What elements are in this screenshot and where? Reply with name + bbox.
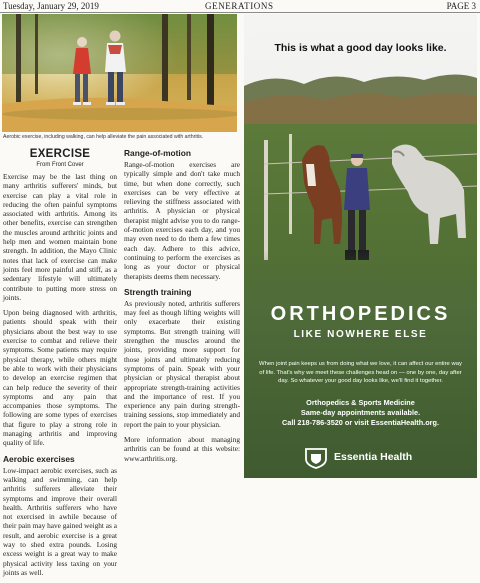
photo-caption: Aerobic exercise, including walking, can help alleviate the pain associated with arthritis. xyxy=(3,134,204,140)
ad-contact-line: Call 218-786-3520 or visit EssentiaHealth.org. xyxy=(282,418,439,427)
essentia-health-logo-icon xyxy=(304,447,328,469)
ad-headline: ORTHOPEDICS xyxy=(270,303,451,325)
strength-training-text: As previously noted, arthritis sufferers may feel as though lifting weights will only exacerbate their existing symptoms. But strength training will strengthen the muscles around the joints, providing more support for those joints and ultimately reducing symptoms of pain. Speak with your physician or physical therapist about appropriate strength-training activities and the importance of rest. If you experience any pain during strength-training sessions, stop immediately and report the pain to your physician. xyxy=(124,298,240,429)
article-paragraph: Exercise may be the last thing on many arthritis sufferers' minds, but exercise can play a vital role in reducing the often painful symptoms associated with arthritis. Among its other benefits, exercise can strengthen the muscles around arthritic joints and help men and women maintain bone strength. In addition, the Mayo Clinic notes that lack of exercise can make joints feel more painful and stiff, as a sedentary lifestyle will ultimately contribute to putting more stress on joints. xyxy=(3,172,117,302)
article-column-left xyxy=(3,148,117,583)
ad-appointments-line: Same-day appointments available. xyxy=(300,408,421,417)
essentia-health-ad xyxy=(244,14,477,478)
ad-call-to-action xyxy=(250,398,471,428)
article-paragraph: Upon being diagnosed with arthritis, patients should speak with their physicians about the best way to use exercise to combat and relieve their symptoms. Some patients may require physical therapy, while others might be able to work with their physicians to develop an exercise regimen that can help reduce the severity of their symptoms and any pain that accompanies those symptoms. The following are some types of exercises that figure to play a strong role in managing arthritis and improving quality of life. xyxy=(3,308,117,448)
page-number: PAGE 3 xyxy=(446,1,476,11)
article-continued-from: From Front Cover xyxy=(36,162,84,168)
page-header xyxy=(0,0,480,12)
aerobic-heading: Aerobic exercises xyxy=(3,453,75,464)
range-of-motion-heading: Range-of-motion xyxy=(124,148,191,158)
ad-body-text: When joint pain keeps us from doing what we love, it can affect our entire way of life. That's why we meet these challenges head on — one by one, day after day. So whatever your good day looks like, we'll find it together. xyxy=(259,361,462,385)
article-title: EXERCISE xyxy=(29,148,91,160)
ad-subhead: LIKE NOWHERE ELSE xyxy=(293,329,428,340)
section-title: GENERATIONS xyxy=(205,1,274,11)
issue-date: Tuesday, January 29, 2019 xyxy=(3,1,99,11)
range-of-motion-text: Range-of-motion exercises are typically simple and don't take much time, but when done correctly, such exercises can be very effective at relieving the stiffness associated with arthritis. A physician or physical therapist might advise you to do range-of-motion exercises each day, and you may even need to do them a few times each day. Adhere to this advice, continuing to perform the exercises as long as your doctor or physical therapists deems them necessary. xyxy=(124,160,240,281)
essentia-health-brand: Essentia Health xyxy=(334,451,413,463)
header-rule xyxy=(0,12,480,13)
ad-tagline: This is what a good day looks like. xyxy=(274,42,447,54)
more-info-text: More information about managing arthritis can be found at this website: www.arthritis.org. xyxy=(124,435,240,463)
aerobic-text: Low-impact aerobic exercises, such as walking and swimming, can help arthritis sufferers alleviate their symptoms and improve their overall health. Arthritis sufferers who have not exercised in awhile because of their pain may have gained weight as a result, and aerobic exercise is a great way to shed extra pounds. Losing excess weight is a great way to make physical activity less taxing on your joints as well. xyxy=(3,465,117,577)
walking-couple-photo xyxy=(2,14,237,132)
strength-training-heading: Strength training xyxy=(124,286,192,297)
ad-service-line: Orthopedics & Sports Medicine xyxy=(306,398,415,407)
article-column-right xyxy=(124,146,240,469)
